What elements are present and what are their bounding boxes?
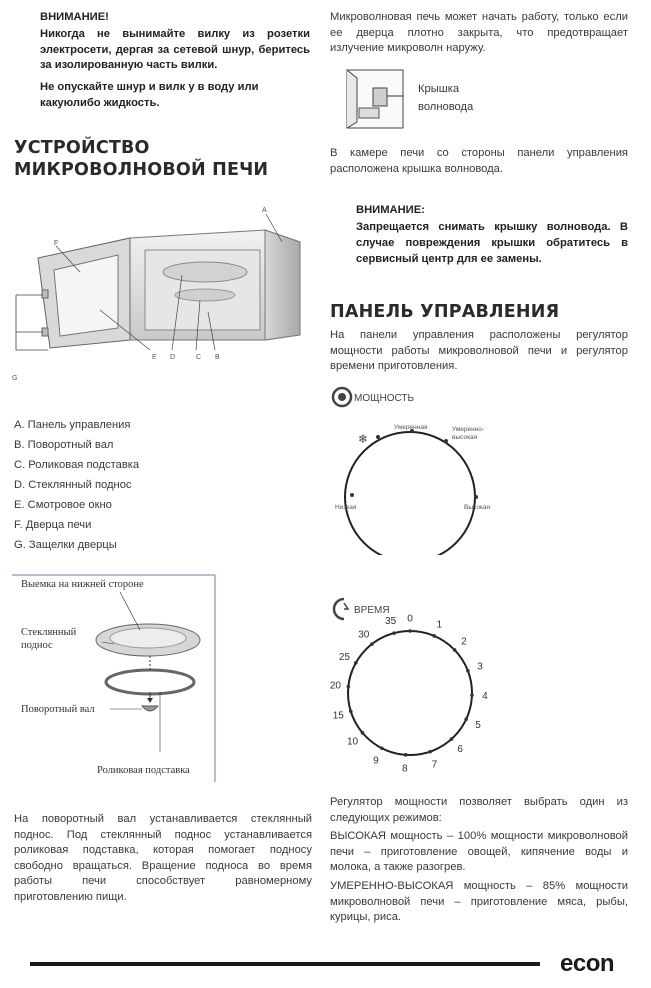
legend-item: C. Роликовая подставка: [14, 459, 140, 471]
right-warning-text: Запрещается снимать крышку волновода. В случае повреждения крышки обратитесь в сервисный центр для ее замены.: [356, 221, 628, 265]
legend-item: A. Панель управления: [14, 419, 131, 431]
legend-item: B. Поворотный вал: [14, 439, 114, 451]
time-tick-dot: [428, 750, 432, 754]
warning-line-2: электросети, дергая за сетевой шнур, беритесь за изолированную часть вилки.: [40, 43, 310, 71]
right-warning-title: ВНИМАНИЕ:: [356, 204, 425, 216]
warning-text-1: [40, 27, 310, 74]
time-tick-label: 10: [346, 736, 359, 748]
time-tick-dot: [361, 731, 365, 735]
shaft-label: Поворотный вал: [21, 704, 95, 715]
time-tick-label: 6: [457, 744, 463, 756]
time-tick-label: 0: [407, 613, 413, 625]
defrost-icon: ❄: [358, 432, 369, 446]
tray-notch-label: Выемка на нижней стороне: [21, 579, 144, 590]
power-medium-label: Умеренная: [394, 424, 428, 431]
time-tick-dot: [450, 737, 454, 741]
legend-item: E. Смотровое окно: [14, 499, 112, 511]
clock-icon: [334, 599, 344, 619]
parts-legend: [14, 415, 139, 555]
warning-title: ВНИМАНИЕ!: [40, 11, 109, 23]
power-title: МОЩНОСТЬ: [354, 393, 415, 404]
time-ticks: [330, 614, 488, 775]
tray-paragraph: На поворотный вал устанавливается стеклянный поднос. Под стеклянный поднос устанавливается роликовая подставка, которая помогает подносу свободно вращаться. Вращение подноса во время работы печи способствует равномерному приготовлению пищи.: [14, 813, 312, 903]
oven-letter-g: G: [12, 375, 18, 382]
oven-letter-c: C: [196, 354, 202, 361]
roller-label: Роликовая подставка: [97, 765, 190, 776]
time-tick-label: 20: [330, 680, 341, 692]
glass-tray-label: Стеклянный поднос: [21, 627, 77, 651]
legend-item: G. Защелки дверцы: [14, 539, 117, 551]
time-tick-dot: [392, 631, 396, 635]
time-tick-dot: [453, 648, 457, 652]
tray-diagram: [10, 572, 220, 787]
legend-item: D. Стеклянный поднос: [14, 479, 132, 491]
power-low-label: Низкая: [335, 504, 357, 511]
time-tick-dot: [470, 693, 474, 697]
device-heading-1: УСТРОЙСТВО: [14, 138, 150, 158]
device-heading-2: МИКРОВОЛНОВОЙ ПЕЧИ: [14, 160, 269, 180]
oven-letter-b: B: [215, 354, 220, 361]
time-tick-label: 2: [461, 636, 467, 648]
time-tick-label: 3: [477, 661, 483, 673]
time-tick-dot: [347, 685, 351, 689]
time-tick-dot: [466, 669, 470, 673]
waveguide-cover-illustration: [345, 64, 407, 134]
time-tick-dot: [432, 634, 436, 638]
time-tick-label: 8: [401, 763, 408, 775]
time-dial: [330, 595, 630, 785]
brand-logo: econ: [560, 950, 615, 977]
time-tick-label: 7: [431, 759, 438, 771]
cover-label-2: волновода: [418, 101, 474, 113]
time-tick-label: 15: [332, 710, 344, 722]
mode-medium-high: УМЕРЕННО-ВЫСОКАЯ мощность – 85% мощности микроволновой печи – приготовление мяса, рыбы, курицы, риса.: [330, 880, 628, 923]
time-tick-label: 5: [475, 720, 481, 732]
footer-rule: [30, 962, 540, 966]
time-tick-dot: [354, 661, 358, 665]
time-tick-dot: [404, 753, 408, 757]
time-tick-dot: [464, 717, 468, 721]
warning-text-2: Не опускайте шнур и вилк у в воду или какуюлибо жидкость.: [40, 81, 259, 109]
oven-diagram: [10, 200, 310, 390]
intro-paragraph: Микроволновая печь может начать работу, только если ее дверца плотно закрыта, что предотвращает излучение микроволн наружу.: [330, 11, 628, 54]
time-title: ВРЕМЯ: [354, 605, 390, 616]
modes-intro: Регулятор мощности позволяет выбрать один из следующих режимов:: [330, 796, 628, 824]
time-tick-dot: [370, 642, 374, 646]
cover-paragraph: В камере печи со стороны панели управления расположена крышка волновода.: [330, 147, 628, 175]
warning-line-1: Никогда не вынимайте вилку из розетки: [40, 28, 310, 40]
power-high-label: Высокая: [464, 504, 491, 511]
time-tick-dot: [408, 629, 412, 633]
time-tick-dot: [349, 709, 353, 713]
time-tick-label: 4: [482, 691, 488, 703]
time-tick-label: 9: [373, 755, 379, 767]
power-dial: [330, 385, 630, 555]
legend-item: F. Дверца печи: [14, 519, 92, 531]
time-tick-label: 35: [385, 616, 397, 628]
power-medium-high-label-1: Умеренно-: [452, 426, 485, 433]
time-tick-label: 1: [436, 619, 443, 631]
cover-label-1: Крышка: [418, 83, 460, 95]
time-tick-label: 30: [358, 629, 370, 641]
mode-high: ВЫСОКАЯ мощность – 100% мощности микроволновой печи – приготовление овощей, кипячение воды и молока, а также разогрев.: [330, 830, 628, 873]
oven-letter-f: F: [54, 240, 59, 247]
oven-letter-e: E: [152, 354, 157, 361]
panel-paragraph: На панели управления расположены регулятор мощности работы микроволновой печи и регулятор времени приготовления.: [330, 329, 628, 372]
oven-letter-a: A: [262, 207, 267, 214]
time-tick-label: 25: [338, 652, 350, 664]
oven-letter-d: D: [170, 354, 176, 361]
panel-heading: ПАНЕЛЬ УПРАВЛЕНИЯ: [330, 302, 560, 322]
power-medium-high-label-2: высокая: [452, 434, 478, 441]
time-tick-dot: [380, 746, 384, 750]
